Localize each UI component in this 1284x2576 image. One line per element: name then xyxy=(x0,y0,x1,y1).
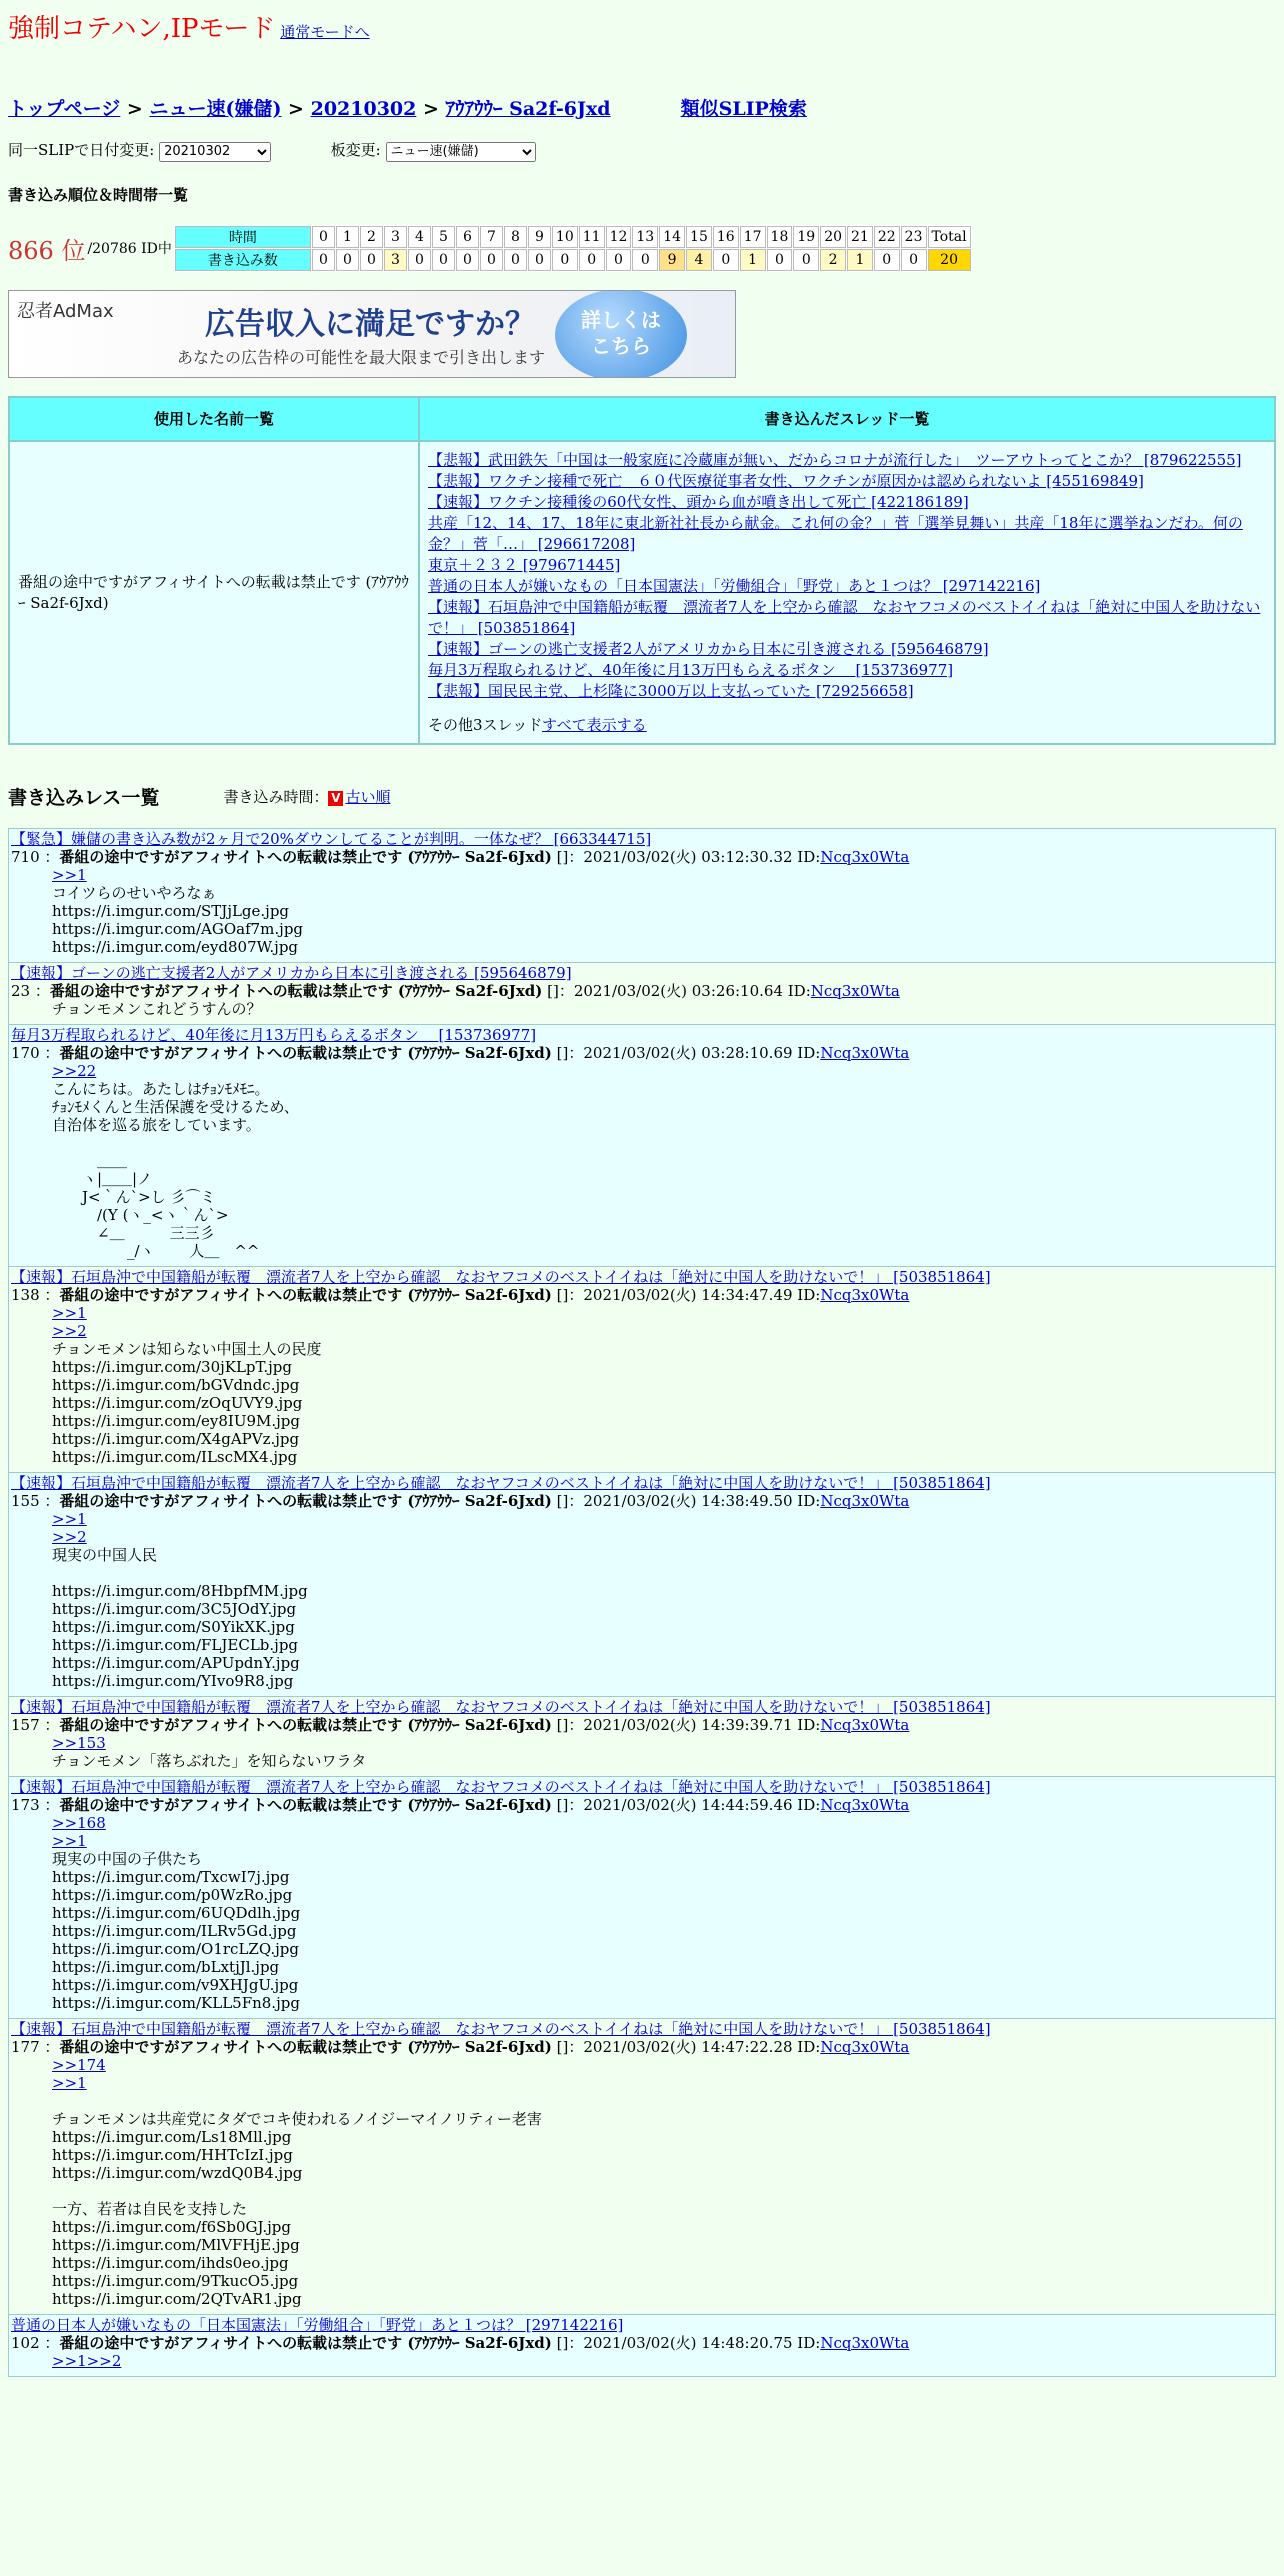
more-threads xyxy=(428,714,1266,735)
post-anchor-link[interactable]: >>168 xyxy=(52,1813,106,1832)
hour-header-cell: 12 xyxy=(606,226,632,248)
hour-header-cell: 3 xyxy=(384,226,407,248)
post-timestamp: []：2021/03/02(火) 03:12:30.32 ID: xyxy=(551,847,821,866)
post-meta xyxy=(11,848,1273,866)
names-column-header: 使用した名前一覧 xyxy=(9,397,419,441)
post-author: 番組の途中ですがアフィサイトへの転載は禁止です (ｱｳｱｳｳｰ Sa2f-6Jxd) xyxy=(49,981,543,1000)
counts-row-label: 書き込み数 xyxy=(175,249,311,271)
thread-link[interactable]: 共産「12、14、17、18年に東北新社社長から献金。これ何の金？」菅「選挙見舞い」共産「18年に選挙ねンだわ。何の金？」菅「…」 [296617208] xyxy=(428,513,1243,553)
thread-link[interactable]: 【悲報】ワクチン接種で死亡 ６０代医療従事者女性、ワクチンが原因かは認められないよ [455169849] xyxy=(428,471,1144,490)
breadcrumb-sep: > xyxy=(416,98,446,120)
hour-header-cell: 8 xyxy=(504,226,527,248)
post xyxy=(8,2018,1276,2315)
post-meta xyxy=(11,1044,1273,1062)
hour-header-cell: 2 xyxy=(360,226,383,248)
board-change-label: 板変更: xyxy=(330,141,381,159)
thread-link[interactable]: 毎月3万程取られるけど、40年後に月13万円もらえるボタン [153736977] xyxy=(428,660,954,679)
ad-subline: あなたの広告枠の可能性を最大限まで引き出します xyxy=(177,347,546,367)
hour-header-cell: 23 xyxy=(901,226,927,248)
sort-oldest-link[interactable]: 古い順 xyxy=(345,787,391,806)
post-timestamp: []：2021/03/02(火) 03:26:10.64 ID: xyxy=(542,981,811,1000)
breadcrumb-slip[interactable]: ｱｳｱｳｳｰ Sa2f-6Jxd xyxy=(445,98,611,120)
post-number: 173 ： xyxy=(11,1795,60,1814)
names-threads-table xyxy=(8,396,1276,745)
post-author: 番組の途中ですがアフィサイトへの転載は禁止です (ｱｳｱｳｳｰ Sa2f-6Jxd) xyxy=(59,1043,552,1062)
post-anchor-row xyxy=(52,1510,1273,1528)
post-meta xyxy=(11,1716,1273,1734)
post-anchor-row xyxy=(52,1322,1273,1340)
post-thread-link[interactable]: 毎月3万程取られるけど、40年後に月13万円もらえるボタン [153736977] xyxy=(11,1025,537,1044)
post-timestamp: []：2021/03/02(火) 14:47:22.28 ID: xyxy=(551,2037,821,2056)
hour-count-cell: 0 xyxy=(456,249,479,271)
post-thread-link[interactable]: 普通の日本人が嫌いなもの「日本国憲法」「労働組合」「野党」あと１つは？ [297142216] xyxy=(11,2315,624,2334)
hour-header-cell: 7 xyxy=(480,226,503,248)
post-thread-link[interactable]: 【速報】石垣島沖で中国籍船が転覆 漂流者7人を上空から確認 なおヤフコメのベストイイねは「絶対に中国人を助けないで！」 [503851864] xyxy=(11,2019,991,2038)
hour-count-cell: 0 xyxy=(901,249,927,271)
post-meta xyxy=(11,2334,1273,2352)
ranking-row xyxy=(8,225,1276,272)
post-thread-link[interactable]: 【速報】石垣島沖で中国籍船が転覆 漂流者7人を上空から確認 なおヤフコメのベストイイねは「絶対に中国人を助けないで！」 [503851864] xyxy=(11,1267,991,1286)
rank-total: /20786 ID中 xyxy=(87,241,172,257)
ad-headline: 広告収入に満足ですか？ xyxy=(205,306,535,342)
hour-count-cell: 0 xyxy=(408,249,431,271)
hour-count-cell: 3 xyxy=(384,249,407,271)
post-thread-link[interactable]: 【速報】ゴーンの逃亡支援者2人がアメリカから日本に引き渡される [595646879] xyxy=(11,963,572,982)
post-anchor-link[interactable]: >>1 xyxy=(52,1831,87,1850)
selector-row xyxy=(8,139,1276,162)
hour-header-cell: 17 xyxy=(740,226,766,248)
post-number: 157 ： xyxy=(11,1715,60,1734)
breadcrumb xyxy=(8,94,1276,121)
post-author: 番組の途中ですがアフィサイトへの転載は禁止です (ｱｳｱｳｳｰ Sa2f-6Jxd) xyxy=(59,1715,552,1734)
post-meta xyxy=(11,1796,1273,1814)
hour-count-cell: 0 xyxy=(552,249,578,271)
hour-header-cell: Total xyxy=(928,226,971,248)
hour-header-cell: 1 xyxy=(336,226,359,248)
hour-count-cell: 2 xyxy=(820,249,846,271)
post-id-link[interactable]: Ncq3x0Wta xyxy=(820,1285,910,1304)
post-author: 番組の途中ですがアフィサイトへの転載は禁止です (ｱｳｱｳｳｰ Sa2f-6Jxd) xyxy=(59,847,552,866)
post-anchor-link[interactable]: >>1 xyxy=(52,2073,87,2092)
post-author: 番組の途中ですがアフィサイトへの転載は禁止です (ｱｳｱｳｳｰ Sa2f-6Jxd) xyxy=(59,2037,552,2056)
post-thread-link[interactable]: 【速報】石垣島沖で中国籍船が転覆 漂流者7人を上空から確認 なおヤフコメのベストイイねは「絶対に中国人を助けないで！」 [503851864] xyxy=(11,1777,991,1796)
post-anchor-link[interactable]: >>1 xyxy=(52,1509,87,1528)
post-anchor-row xyxy=(52,1814,1273,1832)
hour-count-cell: 0 xyxy=(713,249,739,271)
hour-header-cell: 18 xyxy=(767,226,793,248)
post-anchor-row xyxy=(52,2352,1273,2370)
post-meta xyxy=(11,1286,1273,1304)
hour-count-cell: 1 xyxy=(740,249,766,271)
hour-header-cell: 5 xyxy=(432,226,455,248)
post-anchor-row xyxy=(52,1304,1273,1322)
hour-header-cell: 14 xyxy=(659,226,685,248)
hour-header-cell: 22 xyxy=(874,226,900,248)
hour-count-cell: 0 xyxy=(360,249,383,271)
post-anchor-row xyxy=(52,1062,1273,1080)
hour-count-cell: 0 xyxy=(632,249,658,271)
post-time-label: 書き込み時間： xyxy=(223,787,329,806)
mode-title: 強制コテハン,IPモード xyxy=(8,14,276,44)
hour-header-cell: 11 xyxy=(579,226,605,248)
post-anchor-row xyxy=(52,1528,1273,1546)
hour-count-cell: 0 xyxy=(874,249,900,271)
post xyxy=(8,962,1276,1025)
post-anchor-row xyxy=(52,1734,1273,1752)
thread-link[interactable]: 東京＋２３２ [979671445] xyxy=(428,555,621,574)
post-meta xyxy=(11,1492,1273,1510)
hour-count-cell: 0 xyxy=(793,249,819,271)
post-number: 710 ： xyxy=(11,847,60,866)
post-body: こんにちは。あたしはﾁｮﾝﾓﾒﾓﾆ。 ﾁｮﾝﾓﾒくんと生活保護を受けるため、 自治体を巡る旅をしています。 ＿＿ ヽ|＿＿|ノ J<｀ん`>し 彡⌒ミ /(Y (ヽ_<ヽ｀ん`> ∠＿ 三三彡 _/ヽ 人＿ ^^ xyxy=(52,1079,299,1260)
post-anchor-link[interactable]: >>22 xyxy=(52,1061,97,1080)
sort-order-icon: V xyxy=(328,791,343,806)
post xyxy=(8,2314,1276,2377)
post-time-sort xyxy=(223,786,390,807)
board-select[interactable] xyxy=(386,142,536,162)
post-id-link[interactable]: Ncq3x0Wta xyxy=(820,1491,910,1510)
hour-header-cell: 9 xyxy=(528,226,551,248)
post-number: 23 ： xyxy=(11,981,50,1000)
ad-banner[interactable] xyxy=(8,290,736,378)
post-number: 138 ： xyxy=(11,1285,60,1304)
hour-count-cell: 0 xyxy=(432,249,455,271)
post-timestamp: []：2021/03/02(火) 14:44:59.46 ID: xyxy=(551,1795,821,1814)
post-anchor-row xyxy=(52,2056,1273,2074)
hour-header-cell: 10 xyxy=(552,226,578,248)
breadcrumb-sep: > xyxy=(281,98,311,120)
post-author: 番組の途中ですがアフィサイトへの転載は禁止です (ｱｳｱｳｳｰ Sa2f-6Jxd) xyxy=(59,1795,552,1814)
post-body: チョンモメン「落ちぶれた」を知らないワラタ xyxy=(52,1751,367,1770)
post-author: 番組の途中ですがアフィサイトへの転載は禁止です (ｱｳｱｳｳｰ Sa2f-6Jxd) xyxy=(59,1491,552,1510)
post-body: チョンモメンは共産党にタダでコキ使われるノイジーマイノリティー老害 https://i.imgur.com/Ls18Mll.jpg https://i.imgur.com/HHTcIzI.jpg https://i.imgur.com/wzdQ0B4.jpg 一方、若者は自民を支持した https://i.imgur.com/f6Sb0GJ.jpg https://i.imgur.com/MlVFHjE.jpg https://i.imgur.com/ihds0eo.jpg https://i.imgur.com/9TkucO5.jpg https://i.imgur.com/2QTvAR1.jpg xyxy=(52,2109,542,2308)
post-body: 現実の中国人民 https://i.imgur.com/8HbpfMM.jpg https://i.imgur.com/3C5JOdY.jpg https://i.imgur.com/S0YikXK.jpg https://i.imgur.com/FLJECLb.jpg https://i.imgur.com/APUpdnY.jpg https://i.imgur.com/YIvo9R8.jpg xyxy=(52,1545,308,1690)
post-meta xyxy=(11,982,1273,1000)
thread-link[interactable]: 【速報】石垣島沖で中国籍船が転覆 漂流者7人を上空から確認 なおヤフコメのベストイイねは「絶対に中国人を助けないで！」 [503851864] xyxy=(428,597,1261,637)
hour-header-cell: 20 xyxy=(820,226,846,248)
posts-title: 書き込みレス一覧 xyxy=(8,786,160,809)
post-body: 現実の中国の子供たち https://i.imgur.com/TxcwI7j.jpg https://i.imgur.com/p0WzRo.jpg https://i.imgur.com/6UQDdlh.jpg https://i.imgur.com/ILRv5Gd.jpg https://i.imgur.com/O1rcLZQ.jpg https://i.imgur.com/bLxtjJl.jpg https://i.imgur.com/v9XHJgU.jpg https://i.imgur.com/KLL5Fn8.jpg xyxy=(52,1849,301,2012)
post-body: チョンモメンは知らない中国土人の民度 https://i.imgur.com/30jKLpT.jpg https://i.imgur.com/bGVdndc.jpg https://i.imgur.com/zOqUVY9.jpg https://i.imgur.com/ey8IU9M.jpg https://i.imgur.com/X4gAPVz.jpg https://i.imgur.com/ILscMX4.jpg xyxy=(52,1339,322,1466)
date-change-label: 同一SLIPで日付変更: xyxy=(8,141,155,159)
breadcrumb-date[interactable]: 20210302 xyxy=(310,98,417,120)
ad-logo: 忍者AdMax xyxy=(17,300,114,322)
post-thread-link[interactable]: 【緊急】嫌儲の書き込み数が2ヶ月で20%ダウンしてることが判明。一体なぜ？ [663344715] xyxy=(11,829,652,848)
post-thread-link[interactable]: 【速報】石垣島沖で中国籍船が転覆 漂流者7人を上空から確認 なおヤフコメのベストイイねは「絶対に中国人を助けないで！」 [503851864] xyxy=(11,1473,991,1492)
post-thread-link[interactable]: 【速報】石垣島沖で中国籍船が転覆 漂流者7人を上空から確認 なおヤフコメのベストイイねは「絶対に中国人を助けないで！」 [503851864] xyxy=(11,1697,991,1716)
ad-cta-button[interactable] xyxy=(555,290,687,378)
hour-header-cell: 0 xyxy=(312,226,335,248)
thread-link[interactable]: 【悲報】武田鉄矢「中国は一般家庭に冷蔵庫が無い、だからコロナが流行した」 ツーアウトってとこか？ [879622555] xyxy=(428,450,1242,469)
hour-count-cell: 0 xyxy=(480,249,503,271)
hour-count-cell: 0 xyxy=(606,249,632,271)
post-id-link[interactable]: Ncq3x0Wta xyxy=(820,2037,910,2056)
post-id-link[interactable]: Ncq3x0Wta xyxy=(820,1795,910,1814)
hour-header-cell: 4 xyxy=(408,226,431,248)
post xyxy=(8,1696,1276,1777)
thread-link[interactable]: 普通の日本人が嫌いなもの「日本国憲法」「労働組合」「野党」あと１つは？ [297142216] xyxy=(428,576,1041,595)
post-number: 155 ： xyxy=(11,1491,60,1510)
hour-count-cell: 0 xyxy=(767,249,793,271)
thread-list xyxy=(428,450,1266,702)
hour-header-cell: 16 xyxy=(713,226,739,248)
rank-value: 866 位 xyxy=(8,236,86,265)
post xyxy=(8,1776,1276,2019)
ad-cta-text: 詳しくは こちら xyxy=(581,307,661,358)
post-meta xyxy=(11,2038,1273,2056)
hour-header-cell: 13 xyxy=(632,226,658,248)
posts-list xyxy=(8,828,1276,2377)
hour-count-cell: 0 xyxy=(312,249,335,271)
breadcrumb-sep: > xyxy=(120,98,150,120)
post-timestamp: []：2021/03/02(火) 14:39:39.71 ID: xyxy=(551,1715,821,1734)
hours-row xyxy=(175,226,971,248)
post-timestamp: []：2021/03/02(火) 03:28:10.69 ID: xyxy=(551,1043,821,1062)
hour-count-cell: 4 xyxy=(686,249,712,271)
thread-link[interactable]: 【悲報】国民民主党、上杉隆に3000万以上支払っていた [729256658] xyxy=(428,681,914,700)
post-number: 170 ： xyxy=(11,1043,60,1062)
post-anchor-link[interactable]: >>1 xyxy=(52,1303,87,1322)
post-id-link[interactable]: Ncq3x0Wta xyxy=(820,2333,910,2352)
posts-header xyxy=(8,783,1276,810)
post xyxy=(8,1472,1276,1697)
breadcrumb-top[interactable]: トップページ xyxy=(8,98,121,120)
post-anchor-link[interactable]: >>174 xyxy=(52,2055,106,2074)
ranking-heading: 書き込み順位＆時間帯一覧 xyxy=(8,185,189,204)
post xyxy=(8,828,1276,963)
counts-row xyxy=(175,249,971,271)
hour-count-cell: 0 xyxy=(528,249,551,271)
hour-header-cell: 6 xyxy=(456,226,479,248)
post-author: 番組の途中ですがアフィサイトへの転載は禁止です (ｱｳｱｳｳｰ Sa2f-6Jxd) xyxy=(59,1285,552,1304)
hour-header-cell: 21 xyxy=(847,226,873,248)
post-id-link[interactable]: Ncq3x0Wta xyxy=(820,847,910,866)
post-number: 102 ： xyxy=(11,2333,60,2352)
hour-header-cell: 19 xyxy=(793,226,819,248)
post-anchor-link[interactable]: >>1 xyxy=(52,865,87,884)
hour-count-cell: 1 xyxy=(847,249,873,271)
post-timestamp: []：2021/03/02(火) 14:34:47.49 ID: xyxy=(551,1285,821,1304)
show-all-threads-link[interactable]: すべて表示する xyxy=(541,715,647,734)
hour-count-cell: 20 xyxy=(928,249,971,271)
post-body: チョンモメンこれどうすんの？ xyxy=(52,999,262,1018)
post-anchor-row xyxy=(52,1832,1273,1850)
hour-count-cell: 0 xyxy=(336,249,359,271)
thread-link[interactable]: 【速報】ワクチン接種後の60代女性、頭から血が噴き出して死亡 [422186189] xyxy=(428,492,969,511)
hourly-table xyxy=(174,225,972,272)
thread-list-cell xyxy=(419,441,1275,744)
hours-row-label: 時間 xyxy=(175,226,311,248)
post-anchor-link[interactable]: >>2 xyxy=(52,1527,87,1546)
similar-slip-search-link[interactable]: 類似SLIP検索 xyxy=(680,98,807,120)
thread-link[interactable]: 【速報】ゴーンの逃亡支援者2人がアメリカから日本に引き渡される [595646879] xyxy=(428,639,989,658)
normal-mode-link[interactable]: 通常モードへ xyxy=(280,23,370,41)
post-timestamp: []：2021/03/02(火) 14:38:49.50 ID: xyxy=(551,1491,821,1510)
post-timestamp: []：2021/03/02(火) 14:48:20.75 ID: xyxy=(551,2333,821,2352)
post-id-link[interactable]: Ncq3x0Wta xyxy=(820,1043,910,1062)
breadcrumb-board[interactable]: ニュー速(嫌儲) xyxy=(149,98,282,120)
post-number: 177 ： xyxy=(11,2037,60,2056)
hour-count-cell: 0 xyxy=(504,249,527,271)
post-anchor-link[interactable]: >>2 xyxy=(52,1321,87,1340)
date-select[interactable] xyxy=(159,142,271,162)
post-id-link[interactable]: Ncq3x0Wta xyxy=(810,981,900,1000)
post-body: コイツらのせいやろなぁ https://i.imgur.com/STJjLge.jpg https://i.imgur.com/AGOaf7m.jpg https://i.imgur.com/eyd807W.jpg xyxy=(52,883,304,956)
post xyxy=(8,1024,1276,1267)
post-anchor-row xyxy=(52,866,1273,884)
header xyxy=(8,8,1276,48)
post-anchor-row xyxy=(52,2074,1273,2092)
hour-header-cell: 15 xyxy=(686,226,712,248)
used-name: 番組の途中ですがアフィサイトへの転載は禁止です (ｱｳｱｳｳｰ Sa2f-6Jxd) xyxy=(9,441,419,744)
post-anchor-link[interactable]: >>1>>2 xyxy=(52,2351,122,2370)
post-author: 番組の途中ですがアフィサイトへの転載は禁止です (ｱｳｱｳｳｰ Sa2f-6Jxd) xyxy=(59,2333,552,2352)
post-anchor-link[interactable]: >>153 xyxy=(52,1733,106,1752)
post xyxy=(8,1266,1276,1473)
hour-count-cell: 9 xyxy=(659,249,685,271)
post-id-link[interactable]: Ncq3x0Wta xyxy=(820,1715,910,1734)
more-threads-label: その他3スレッド xyxy=(428,715,542,734)
hour-count-cell: 0 xyxy=(579,249,605,271)
threads-column-header: 書き込んだスレッド一覧 xyxy=(419,397,1275,441)
